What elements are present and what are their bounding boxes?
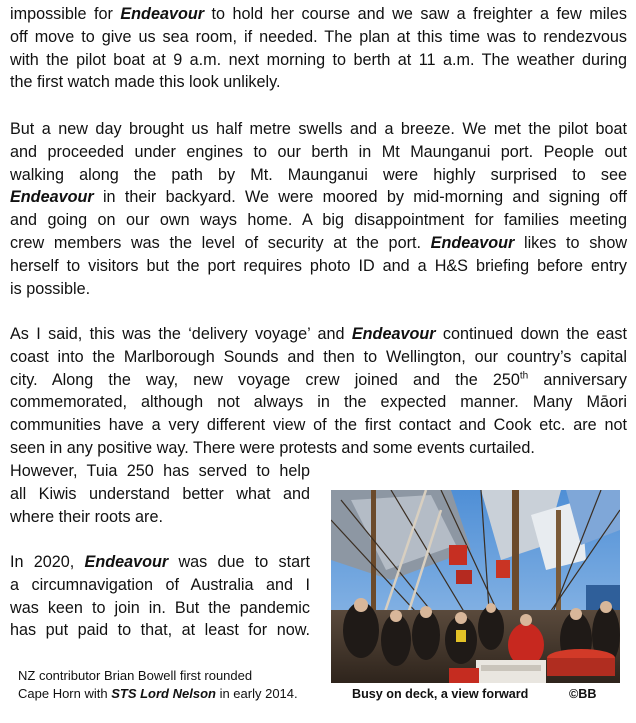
paragraph-3 [10,323,627,460]
text-line [10,232,627,255]
text-line: the first watch made this look unlikely. [10,73,281,92]
text-line: commemorated, although not always in the expected manner. Many Māori [10,393,627,412]
text-span: in their backyard. We were moored by mid-morning and signing off [93,188,627,207]
text-span: impossible for [10,5,121,23]
text-line: all Kiwis understand better what and [10,484,310,503]
text-line: However, Tuia 250 has served to help [10,462,310,480]
text-span: was due to start [168,553,310,571]
photo-copyright: ©BB [569,687,597,701]
text-line: coast into the Marlborough Sounds and then to Wellington, our country’s capital [10,347,627,366]
paragraph-4 [10,551,310,642]
text-line [10,551,310,574]
text-span: continued down the east [435,325,627,343]
text-line [10,3,627,26]
text-line: with the pilot boat at 9 a.m. next morning to berth at 11 a.m. The weather during [10,50,627,69]
text-line: walking along the path by Mt. Maunganui were highly surprised to see [10,165,627,184]
credit-line [18,685,318,703]
text-line: has put paid to that, at least for now. [10,621,310,640]
text-line: off move to give us sea room, if needed. The plan at this time was to rendezvous [10,27,627,46]
contributor-credit [18,667,318,703]
paragraph-1 [10,3,627,94]
text-span: As I said, this was the ‘delivery voyage’ and [10,325,352,343]
paragraph-3-continued [10,460,310,528]
text-span: in early 2014. [215,686,298,701]
text-span: likes to show [514,233,628,252]
credit-line: NZ contributor Brian Bowell first rounded [18,668,253,683]
paragraph-2 [10,118,627,300]
text-line: herself to visitors but the port requires photo ID and a H&S briefing before entry [10,256,627,275]
ship-name: Endeavour [10,188,94,207]
ship-name: Endeavour [430,233,515,252]
text-line: a circumnavigation of Australia and I [10,575,310,594]
ship-name: Endeavour [120,5,205,23]
text-line [10,323,627,346]
text-span: crew members was the level of security at the port. [10,233,431,252]
deck-photo [331,490,620,683]
text-line: where their roots are. [10,507,163,526]
ship-name: Endeavour [351,325,436,343]
text-line: and proceeded under engines to our berth in Mt Maunganui port. People out [10,142,627,161]
ship-name: STS Lord Nelson [111,686,216,701]
text-line: communities have a very different view of the first contact and Cook etc. are not [10,416,627,435]
text-span: Cape Horn with [18,686,112,701]
text-line: seen in any positive way. There were protests and some events curtailed. [10,438,535,457]
text-line: But a new day brought us half metre swells and a breeze. We met the pilot boat [10,120,627,138]
text-span: city. Along the way, new voyage crew joined and the 250 [10,370,520,389]
ship-name: Endeavour [84,553,169,571]
text-span: to hold her course and we saw a freighter a few miles [204,5,627,23]
text-line: and going on our own ways home. A big disappointment for families meeting [10,211,627,230]
superscript: th [519,370,529,382]
text-span: In 2020, [10,553,85,571]
caption-text: Busy on deck, a view forward [352,687,529,701]
text-span: anniversary [528,370,627,389]
photo-caption [352,686,622,702]
text-line: was keen to join in. But the pandemic [10,598,310,617]
text-line [10,186,627,209]
deck-photo-image [331,490,620,683]
text-line: is possible. [10,279,91,298]
text-line [10,369,627,392]
